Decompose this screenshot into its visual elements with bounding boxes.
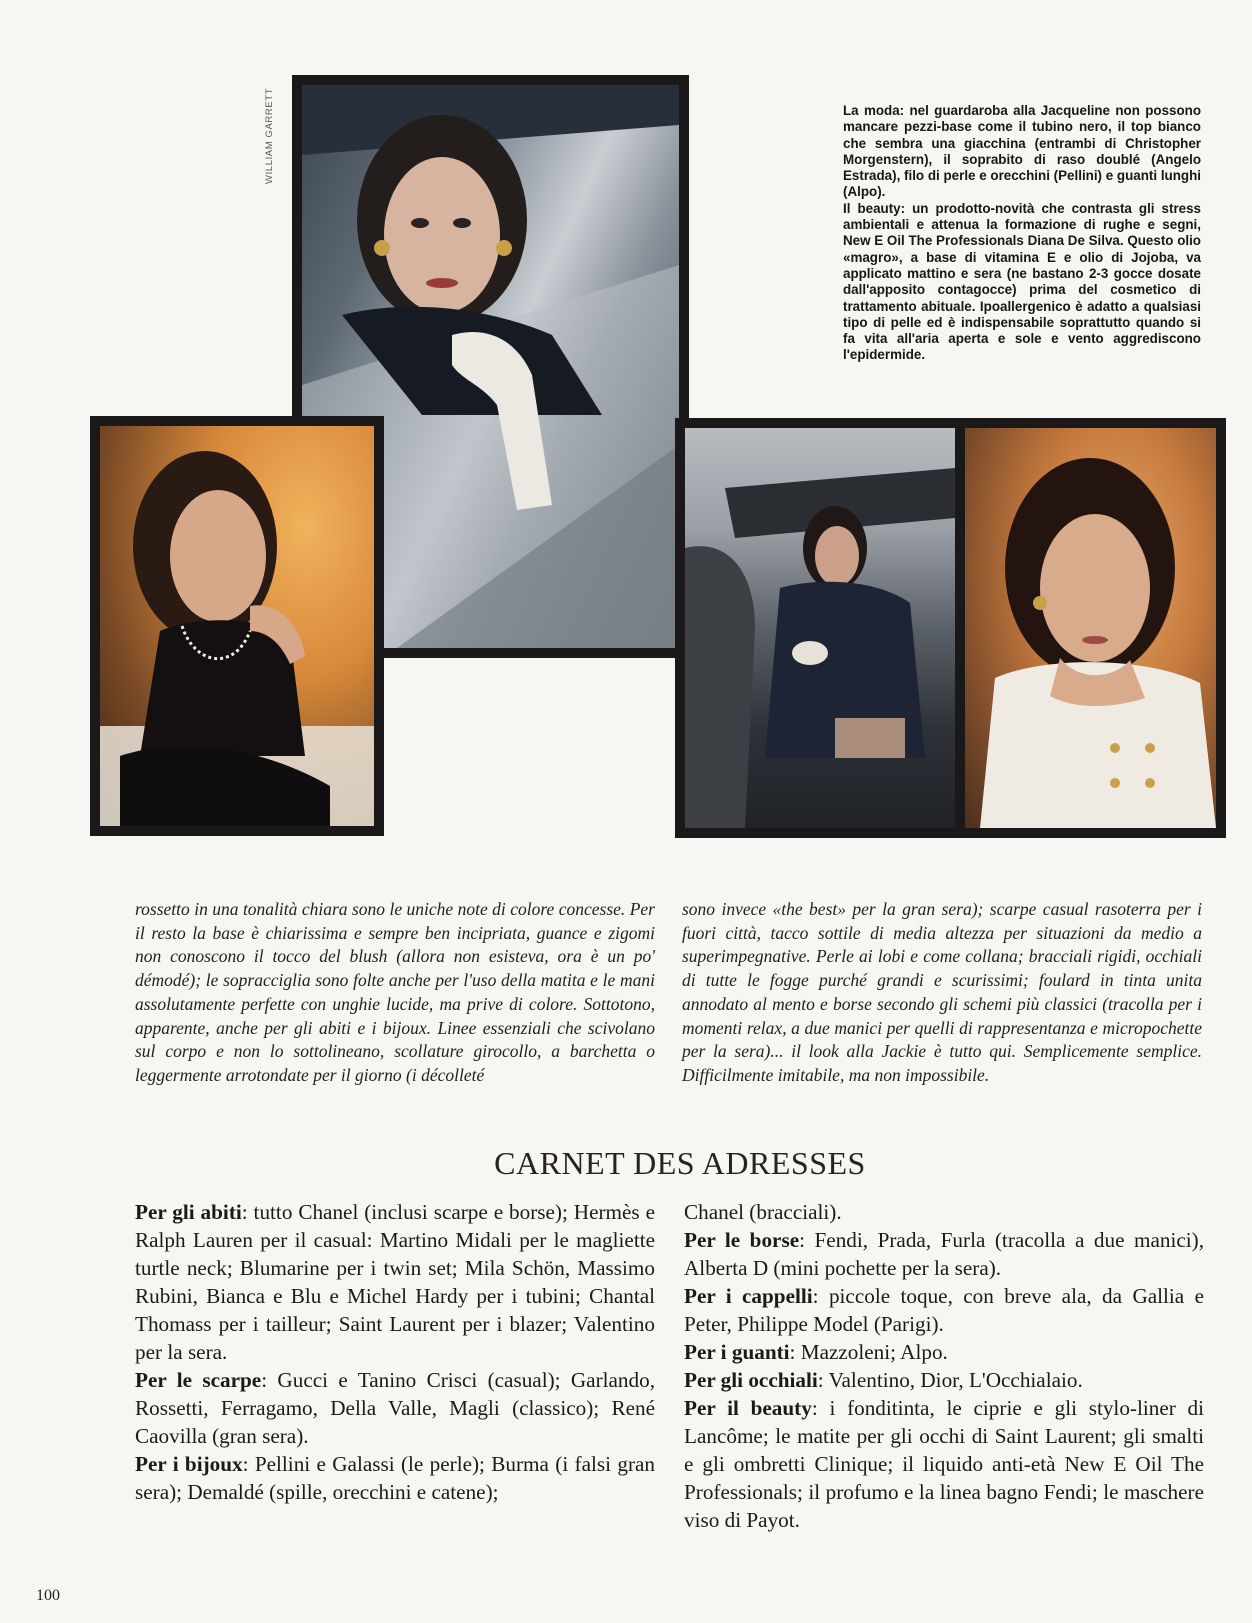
addr-label: Per i guanti	[684, 1340, 790, 1364]
caption-moda: La moda: nel guardaroba alla Jacqueline non possono mancare pezzi-base come il tubino nero, il top bianco che sembra una giacchina (entrambi di Christopher Morgenstern), il soprabito di raso doublé (Angelo Estrada), filo di perle e orecchini (Pellini) e guanti lunghi (Alpo).	[843, 103, 1201, 200]
addr-label: Per gli abiti	[135, 1200, 242, 1224]
addr-scarpe	[135, 1366, 655, 1450]
white-top-illustration	[965, 428, 1216, 828]
addr-abiti	[135, 1198, 655, 1366]
article-right-column: sono invece «the best» per la gran sera); scarpe casual rasoterra per i fuori città, tacco sottile di media altezza per situazioni da medio a superimpegnative. Perle ai lobi e come collana; bracciali rigidi, occhiali di tutte le fogge purché grandi e scurissimi; foulard in tinta unita annodato al mento e borse secondo gli schemi più classici (tracolla per i momenti relax, a due manici per quelli di rappresentanza e micropochette per la sera)... il look alla Jackie è tutto qui. Semplicemente semplice. Difficilmente imitabile, ma non impossibile.	[682, 899, 1202, 1085]
photo-credit: WILLIAM GARRETT	[264, 87, 275, 184]
addr-text: : Fendi, Prada, Furla (tracolla a due manici), Alberta D (mini pochette per la sera).	[684, 1228, 1204, 1280]
addr-label: Per i bijoux	[135, 1452, 243, 1476]
carnet-right-column	[684, 1198, 1204, 1534]
photo-car-exit	[675, 418, 965, 838]
addr-borse	[684, 1226, 1204, 1282]
addr-label: Per le scarpe	[135, 1368, 262, 1392]
addr-text: : tutto Chanel (inclusi scarpe e borse); Hermès e Ralph Lauren per il casual: Martino Midali per le magliette turtle neck; Blumarine per i twin set; Mila Schön, Massimo Rubini, Bianca e Blu e Michel Hardy per i tubini; Chantal Thomass per i tailleur; Saint Laurent per i blazer; Valentino per la sera.	[135, 1200, 655, 1364]
caption-beauty: Il beauty: un prodotto-novità che contrasta gli stress ambientali e attenua la formazione di rughe e segni, New E Oil The Professionals Diana De Silva. Questo olio «magro», a base di vitamina E e olio di Jojoba, va applicato mattino e sera (ne bastano 2-3 gocce dosate dall'apposito contagocce) prima del cosmetico di trattamento abituale. Ipoallergenico è adatto a qualsiasi tipo di pelle ed è indispensabile soprattutto quando si fa vita all'aria aperta e sole e vento aggrediscono l'epidermide.	[843, 200, 1201, 363]
addr-text: : Mazzoleni; Alpo.	[789, 1340, 948, 1364]
addr-text: : Pellini e Galassi (le perle); Burma (i falsi gran sera); Demaldé (spille, orecchini e catene);	[135, 1452, 655, 1504]
addr-label: Per le borse	[684, 1228, 800, 1252]
caption	[843, 103, 1201, 364]
photo-black-dress	[90, 416, 384, 836]
addr-label: Per i cappelli	[684, 1284, 813, 1308]
addr-text: : Gucci e Tanino Crisci (casual); Garlando, Rossetti, Ferragamo, Della Valle, Magli (classico); René Caovilla (gran sera).	[135, 1368, 655, 1448]
carnet-left-column	[135, 1198, 655, 1506]
addr-text: : piccole toque, con breve ala, da Gallia e Peter, Philippe Model (Parigi).	[684, 1284, 1205, 1336]
article-left-column: rossetto in una tonalità chiara sono le uniche note di colore concesse. Per il resto la base è chiarissima e sempre ben incipriata, guance e zigomi non conoscono il tocco del blush (allora non esisteva, ora è un po' démodé); le sopracciglia sono folte anche per l'uso della matita e le mani assolutamente perfette con unghie lucide, ma prive di colore. Sottotono, apparente, anche per gli abiti e i bijoux. Linee essenziali che scivolano sul corpo e non lo sottolineano, scollature girocollo, a barchetta o leggermente arrotondate per il giorno (i décolleté	[135, 899, 655, 1085]
addr-cappelli	[684, 1282, 1204, 1338]
addr-continuation: Chanel (bracciali).	[684, 1200, 842, 1224]
addr-occhiali	[684, 1366, 1204, 1394]
addr-label: Per gli occhiali	[684, 1368, 818, 1392]
addr-bijoux	[135, 1450, 655, 1506]
addr-beauty	[684, 1394, 1204, 1534]
page-number: 100	[36, 1587, 60, 1604]
car-exit-illustration	[685, 428, 955, 828]
black-dress-illustration	[100, 426, 374, 826]
photo-white-top	[955, 418, 1226, 838]
addr-guanti	[684, 1338, 1204, 1366]
addr-text: : Valentino, Dior, L'Occhialaio.	[817, 1368, 1083, 1392]
addr-text: : i fonditinta, le ciprie e gli stylo-liner di Lancôme; le matite per gli occhi di Saint Laurent; gli smalti e gli ombretti Clinique; il liquido anti-età New E Oil The Professionals; il profumo e la linea bagno Fendi; le maschere viso di Payot.	[684, 1396, 1205, 1532]
carnet-title: CARNET DES ADRESSES	[494, 1145, 866, 1181]
addr-label: Per il beauty	[684, 1396, 812, 1420]
